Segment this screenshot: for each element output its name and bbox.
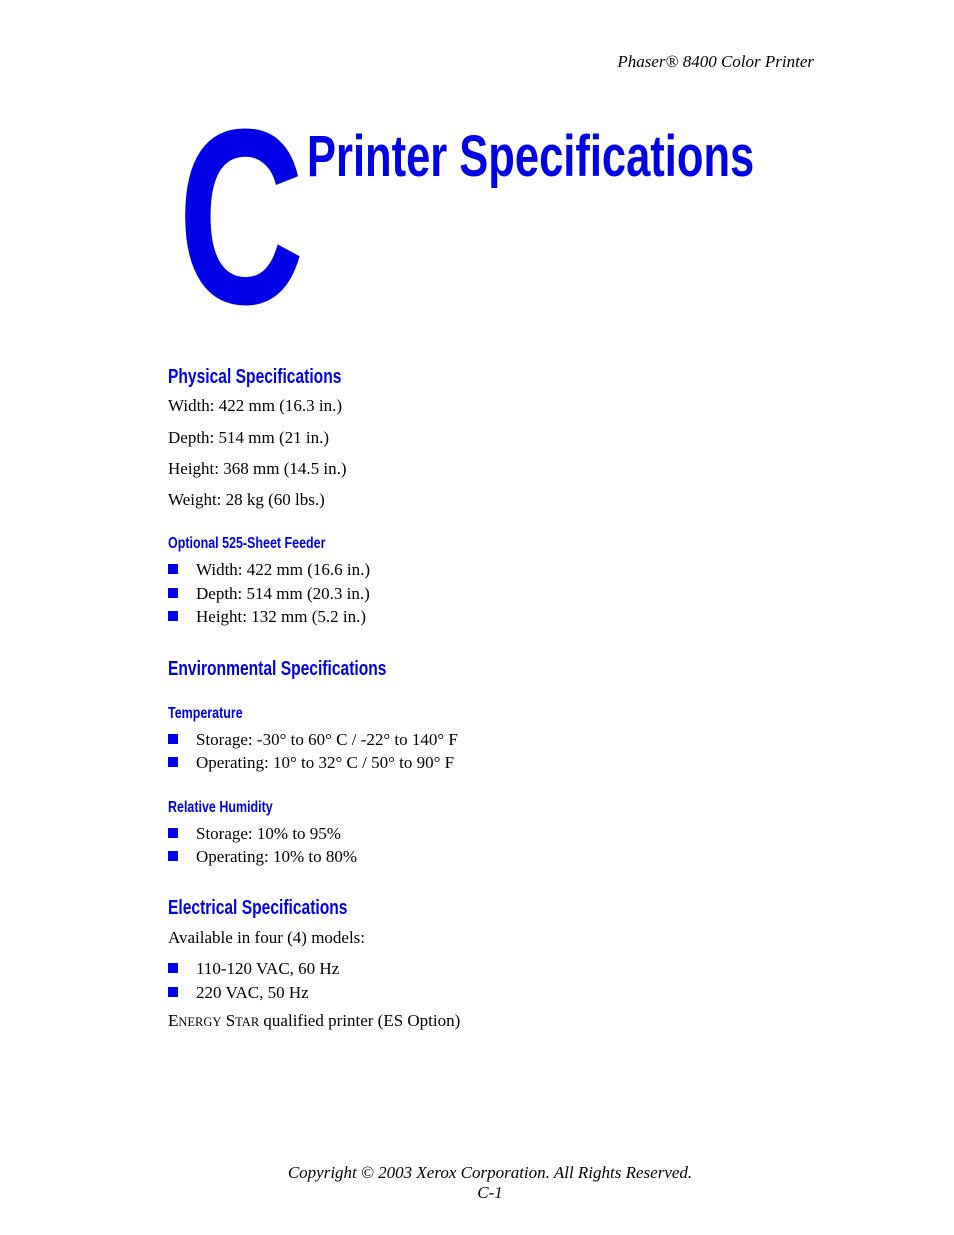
page-footer xyxy=(0,1163,954,1203)
bullet-icon xyxy=(168,828,178,838)
bullet-icon xyxy=(168,588,178,598)
list-item xyxy=(168,730,458,750)
running-header: Phaser® 8400 Color Printer xyxy=(617,52,814,71)
bullet-icon xyxy=(168,987,178,997)
energy-star-line xyxy=(168,1011,460,1031)
physical-width: Width: 422 mm (16.3 in.) xyxy=(168,396,343,415)
bullet-icon xyxy=(168,963,178,973)
bullet-icon xyxy=(168,757,178,767)
feeder-width: Width: 422 mm (16.6 in.) xyxy=(196,560,371,579)
temperature-operating: Operating: 10° to 32° C / 50° to 90° F xyxy=(196,753,455,772)
list-item xyxy=(168,560,370,580)
energy-star-s: S xyxy=(225,1011,236,1030)
feeder-height: Height: 132 mm (5.2 in.) xyxy=(196,607,366,626)
chapter-title: Printer Specifications xyxy=(307,124,755,189)
physical-weight: Weight: 28 kg (60 lbs.) xyxy=(168,490,325,509)
electrical-intro: Available in four (4) models: xyxy=(168,928,366,947)
humidity-heading: Relative Humidity xyxy=(168,799,273,816)
environmental-specs-heading: Environmental Specifications xyxy=(168,658,387,680)
electrical-specs-heading: Electrical Specifications xyxy=(168,897,348,919)
humidity-storage: Storage: 10% to 95% xyxy=(196,824,341,843)
physical-specs-heading: Physical Specifications xyxy=(168,366,342,388)
feeder-depth: Depth: 514 mm (20.3 in.) xyxy=(196,584,370,603)
page-number: C-1 xyxy=(477,1183,503,1202)
list-item xyxy=(168,584,370,604)
list-item xyxy=(168,753,454,773)
copyright: Copyright © 2003 Xerox Corporation. All Rights Reserved. xyxy=(287,1163,693,1182)
temperature-storage: Storage: -30° to 60° C / -22° to 140° F xyxy=(196,730,458,749)
model-110v: 110-120 VAC, 60 Hz xyxy=(196,959,340,978)
list-item xyxy=(168,824,341,844)
list-item xyxy=(168,607,366,627)
list-item xyxy=(168,847,357,867)
energy-star-nergy: NERGY xyxy=(178,1015,222,1029)
feeder-heading: Optional 525-Sheet Feeder xyxy=(168,535,326,552)
bullet-icon xyxy=(168,564,178,574)
energy-star-tar: TAR xyxy=(235,1015,260,1029)
bullet-icon xyxy=(168,611,178,621)
list-item xyxy=(168,983,309,1003)
list-item xyxy=(168,959,339,979)
bullet-icon xyxy=(168,734,178,744)
humidity-operating: Operating: 10% to 80% xyxy=(196,847,357,866)
model-220v: 220 VAC, 50 Hz xyxy=(196,983,309,1002)
energy-star-rest: qualified printer (ES Option) xyxy=(263,1011,461,1030)
bullet-icon xyxy=(168,851,178,861)
chapter-letter: C xyxy=(178,77,305,356)
physical-height: Height: 368 mm (14.5 in.) xyxy=(168,459,347,478)
temperature-heading: Temperature xyxy=(168,705,243,722)
physical-depth: Depth: 514 mm (21 in.) xyxy=(168,428,330,447)
energy-star-e: E xyxy=(168,1011,179,1030)
